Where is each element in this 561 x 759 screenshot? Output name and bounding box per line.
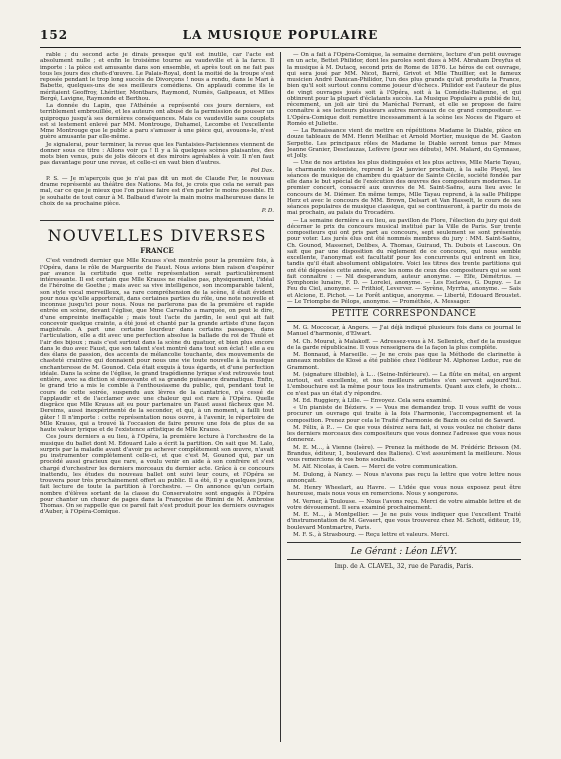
correspondence-item: M. Verner, à Toulouse. — Nous l'avons reçu. Merci de votre aimable lettre et de votre dévouement. Il sera examiné prochainement. [286,498,521,511]
correspondence-item: M. Henry Wheelart, au Havre. — L'idée que vous nous exposez peut être heureuse, mais nous vous en remercions. Nous y songerons. [286,485,521,498]
rule [287,559,521,560]
paragraph: — Une de nos artistes les plus distinguées et les plus actives, Mlle Marie Tayau, la charmante violoniste, reprend le 24 janvier prochain, à la salle Pleyel, les séances de musique de chambre du quatuor de Sainte Cécile, société fondée par elle dans le but spécial de l'exécution des œuvres des compositeurs modernes. Le premier concert, consacré aux œuvres de M. Saint-Saëns, aura lieu avec le concours de M. Diémer. En même temps, Mlle Tayau reprend, à la salle Philippe Herz et avec le concours de MM. Brown, Delsart et Van Hasselt, le cours de ses séances populaires de musique classique, qui se continueront, à partir du mois de mai prochain, au palais du Trocadéro. [286,160,521,217]
paragraph: La donnée du Lapin, que l'Athénée a représenté ces jours derniers, est terriblement embrouillée, et les auteurs ont abusé de la permission de pousser un quiproquo jusqu'à ses dernières conséquences. Mais ce vaudeville sans couplets est si lestement enlevé par MM. Montrouge, Duhamel, Lecombe et l'excellente Mme Montrouge que le public a paru s'amuser à une pièce qui, avouons-le, n'est guère amusante par elle-même. [40,103,274,141]
paragraph: C'est vendredi dernier que Mlle Krauss s'est montrée pour la première fois, à l'Opéra, dans le rôle de Marguerite de Faust. Nous avions bien raison d'espérer par avance la certitude que cette représentation serait particulièrement intéressante. Il est certain que Mlle Krauss ne réalise pas, physiquement, l'idéal de l'héroïne de Goethe ; mais avec sa vive intelligence, son incomparable talent, son style vocal merveilleux, sa rare compréhension de la scène, il était évident pour nous qu'elle apporterait, dans certaines parties du rôle, une note nouvelle et inconnue jusqu'ici pour nous. Nous ne parlerons pas de la première et rapide entrée en scène, devant l'église, que Mme Carvalho a marquée, on peut le dire, d'une empreinte ineffaçable ; mais tout l'acte du jardin, le seul qui ait fait concevoir quelque crainte, a été joué et chanté par la grande artiste d'une façon magistrale. A part une certaine lourdeur dans certains passages, dans l'articulation, elle a dit avec une perfection absolue la ballade du roi de Thulé et l'air des bijoux ; mais c'est surtout dans la scène du quatuor, et bien plus encore dans le duo avec Faust, que son talent s'est montré dans tout son éclat ! elle a eu des élans de passion, des accents de mélancolie touchante, des mouvements de chasteté craintive qui donnaient pour nous une vie toute nouvelle à la musique enchanteresse de M. Gounod. Cela était exquis à tous égards, et d'une perfection idéale. Dans la scène de l'église, le grand tragédienne lyrique s'est retrouvée tout entière, avec sa diction si émouvante et sa grande puissance dramatique. Enfin, le grand trio a mis le comble à l'enthousiasme du public, qui, pendant tout le cours de cette soirée, suspendu aux lèvres de la cantatrice, n'a cessé de l'applaudir et de l'acclamer avec une chaleur qui est rare à l'Opéra. Quelle disgrâce que Mlle Krauss ait eu pour partenaire un Faust aussi fâcheux que M. Dereims, aussi inexpérimenté de la seconder, et qui, à un moment, a failli tout gâter ! Il n'importe : cette représentation nous ouvre, à l'avenir, le répertoire de Mlle Krauss, qui a trouvé là l'occasion de faire preuve une fois de plus de sa haute valeur lyrique et de l'existence artistique de Mlle Krauss. [40,258,274,433]
paragraph: Je signalerai, pour terminer, la revue que les Fantaisies-Parisiennes viennent de donner sous ce titre : Allons voir ça ! Il y a là quelques scènes plaisantes, des mots bien venus, puis de jolis décors et des miroirs agréables à voir. Il n'en faut pas davantage pour une revue, et celle-ci en vaut bien d'autres. [40,141,274,167]
correspondence-item: M. Ch. Mourat, à Malakoff. — Adressez-vous à M. Sellenick, chef de la musique de la garde républicaine. Il vous renseignera de la façon la plus complète. [286,338,521,351]
correspondence-item: M. Félix, à P... — Ce que vous désirez sera fait, si vous voulez ne choisir dans les derniers morceaux des compositeurs que vous donnez l'adresse que vous nous donnerez. [286,424,521,444]
paragraph: rable ; du second acte je dirais presque qu'il est inutile, car l'acte est absolument nulle ; et enfin le troisième tourne au vaudeville et à la farce. Il importe : la pièce est amusante dans son ensemble, et après tout on ne fait pas tous les jours des chefs-d'œuvre. Le Palais-Royal, dont la moitié de la troupe s'est reposée pendant le trop long succès de Divorçons ! nous a rendu, dans le Mari à Babette, quelques-uns de ses meilleurs comédiens. On applaudi comme ils le méritaient Geoffroy, Lhéritier, Montbars, Raymond, Numès, Galipeaux, et Mlles Bergé, Lavigne, Raymonde et Berthou. [40,52,274,102]
columns [40,52,521,742]
printer-line: Imp. de A. CLAVEL, 32, rue de Paradis, Paris. [334,563,474,571]
paragraph: — La semaine dernière a eu lieu, au pavillon de Flore, l'élection du jury qui doit décerner le prix du concours musical institué par la Ville de Paris. Sur trente compositeurs qui ont pris part au concours, sept seulement se sont présentés pour voter. Les jurés élus ont été nommés membres du jury : MM. Saint-Saëns, Ch. Gounod, Massenet, Delibes, A. Thomas, Guiraud, Th. Dubois et Lascoux. On sait que par une disposition du règlement de ce concours, qui nous semble excellente, l'anonymat est facultatif pour les concurrents qui entrent en lice, tandis qu'il était absolument obligatoire. Voici les titres des trente partitions qui ont été déposées cette année, avec les noms de ceux des compositeurs qui se sont fait connaître : — Nil desperandum, auteur anonyme. — Elfe, Démétrius. — Symphonie lunaire, F. D. — Lorelei, anonyme. — Les Esclaves, G. Dupuy. — Le Feu du Ciel, anonyme. — Frithiof, Leverver. — Syrène, Myrrha, anonyme. — Sais et Alcione, E. Pichot. — Le Forêt antique, anonyme. — Liberté, Edouard Broustet. — Le Triomphe de Pélops, anonyme. — Prométhée, A. Messager. [286,217,521,305]
correspondence-item: M. F. S., à Strasbourg. — Reçu lettre et valeurs. Merci. [292,531,450,538]
page-number: 152 [40,28,69,42]
correspondence-item: M. Alf. Nicolas, à Caen. — Merci de votre communication. [292,464,458,471]
correspondence-item: « Un pianiste de Béziers. » — Vous me demandez trop. Il vous suffit de vous procurer un ouvrage qui traite à la fois l'harmonie, l'accompagnement et la composition. Prenez pour cela le Traité d'harmonie de Bazin ou celui de Savard. [286,405,521,424]
correspondence-item: M. E. M..., à Vienne (Isère). — Prenez la méthode de M. Frédéric Brisson (M. Brandus, éditeur, 1, boulevard des Italiens). C'est assurément la meilleure. Nous vous remercions de vos bons souhaits. [286,444,521,463]
paragraph: Ces jours derniers a eu lieu, à l'Opéra, la première lecture à l'orchestre de la musique du ballet dont M. Edouard Lalo a écrit la partition. On sait que M. Lalo, surpris par la maladie avant d'avoir pu achever complètement son œuvre, n'avait pu instrumenter complètement celle-ci, et que c'est M. Gounod qui, par un procédé aussi gracieux que rare, a voulu venir en aide à son confrère et s'est chargé d'orchestrer les derniers morceaux du dernier acte. Grâce à ce concours inattendu, les études du nouveau ballet ont suivi leur cours, et l'Opéra se trouvera pour très prochainement offert au public. Il a été, il y a quelques jours, fait lecture de toute la partition à l'orchestre. — On annonce qu'un certain nombre d'élèves sortant de la classe du Conservatoire sont engagés à l'Opéra pour chanter un chœur de pages dans la Françoise de Rimini de M. Ambroise Thomas. On se rappelle que ce pareil fait s'est produit pour les derniers ouvrages d'Auber, à l'Opéra-Comique. [40,434,274,516]
left-column [40,52,274,742]
right-column [287,52,521,742]
header-rule [40,47,521,48]
paragraph: — La Renaissance vient de mettre en répétitions Madame le Diable, pièce en douze tableaux de MM. Henri Meilhac et Arnold Mortier, musique de M. Gaston Serpette. Les principaux rôles de Madame le Diable seront tenus par Mmes Jeanne Granier, Desclauzas, Lefèvre (pour ses débuts), MM. Malard, du Gymnase, et Jolly. [286,128,521,159]
correspondence-item: M. Ed. Ruggiery, à Lille. — Envoyez. Cela sera examiné. [292,397,452,404]
correspondence-item: M. G. Moccocar, à Angers. — J'ai déjà indiqué plusieurs fois dans ce journal le Manuel d'harmonie, d'Elwart. [286,325,521,338]
postscript: P. S. — Je m'aperçois que je n'ai pas dit un mot de Claude Fer, le nouveau drame représenté au théâtre des Nations. Ma foi, je crois que cela ne serait pas mal, car ce que je mieux que l'on puisse faire est d'en parler le moins possible. Et je souhaite de tout cœur à M. Balbaud d'avoir la main moins malheureuse dans le choix de sa prochaine pièce. [40,175,274,207]
rule [287,542,521,543]
correspondence-title: PETITE CORRESPONDANCE [287,307,521,322]
correspondence-item: M. Dulong, à Nancy. — Nous n'avons pas reçu la lettre que votre lettre nous annonçait. [286,471,521,484]
signature: P. D. [261,208,274,214]
signature: Pol Dax. [250,167,274,174]
correspondence-item: M. E. M..., à Montpellier. — Je ne puis vous indiquer que l'excellent Traité d'instrumentation de M. Gevaert, que vous trouverez chez M. Schott, éditeur, 19, boulevard Montmartre, Paris. [286,512,521,531]
section-subtitle: FRANCE [140,246,174,256]
column-separator [280,52,281,742]
correspondence-item: M. (signature illisible), à L... (Seine-Inférieure). — La flûte en métal, en argent surtout, est excellente, et nos meilleurs artistes s'en servent aujourd'hui. L'embouchure est la même pour tous les instruments. Quant aux clefs, le choix... ce n'est pas un état d'y répondre. [286,371,521,397]
correspondence-item: M. Bonnaud, à Marseille. — Je ne crois pas que la Méthode de clarinette à anneaux mobiles de Klosé a été publiée chez l'éditeur M. Alphonse Leduc, rue de Grammont. [286,352,521,371]
paragraph: — On a fait à l'Opéra-Comique, la semaine dernière, lecture d'un petit ouvrage en un acte, Bettet Philidor, dont les paroles sont dues à MM. Abraham Dreyfus et la musique à M. Dutacq, second prix de Rome de 1876. Le héros de cet ouvrage, qui sera joué par MM. Nicot, Barré, Grivot et Mlle Thuillier, est le fameux musicien André Danican-Philidor, l'un des plus grands qu'ait produits la France, bien qu'il soit surtout connu comme joueur d'échecs. Philidor est l'auteur de plus de vingt ouvrages joués soit à l'Opéra, soit à la Comédie-Italienne, et qui obtinrent pour la plupart d'éclatants succès. La Musique Populaire a publié de lui, récemment, un joli air tiré du Maréchal Ferrant, et elle se propose de faire connaître à ses lecteurs plusieurs autres morceaux de ce grand compositeur. — L'Opéra-Comique doit remettre incessamment à la scène les Noces de Figaro et Roméo et Juliette. [286,52,521,127]
page-header [40,28,521,45]
section-divider [40,220,274,221]
section-title: NOUVELLES DIVERSES [47,226,267,246]
journal-title: LA MUSIQUE POPULAIRE [182,28,379,42]
gerant-line: Le Gérant : Léon LÉVY. [350,547,458,557]
